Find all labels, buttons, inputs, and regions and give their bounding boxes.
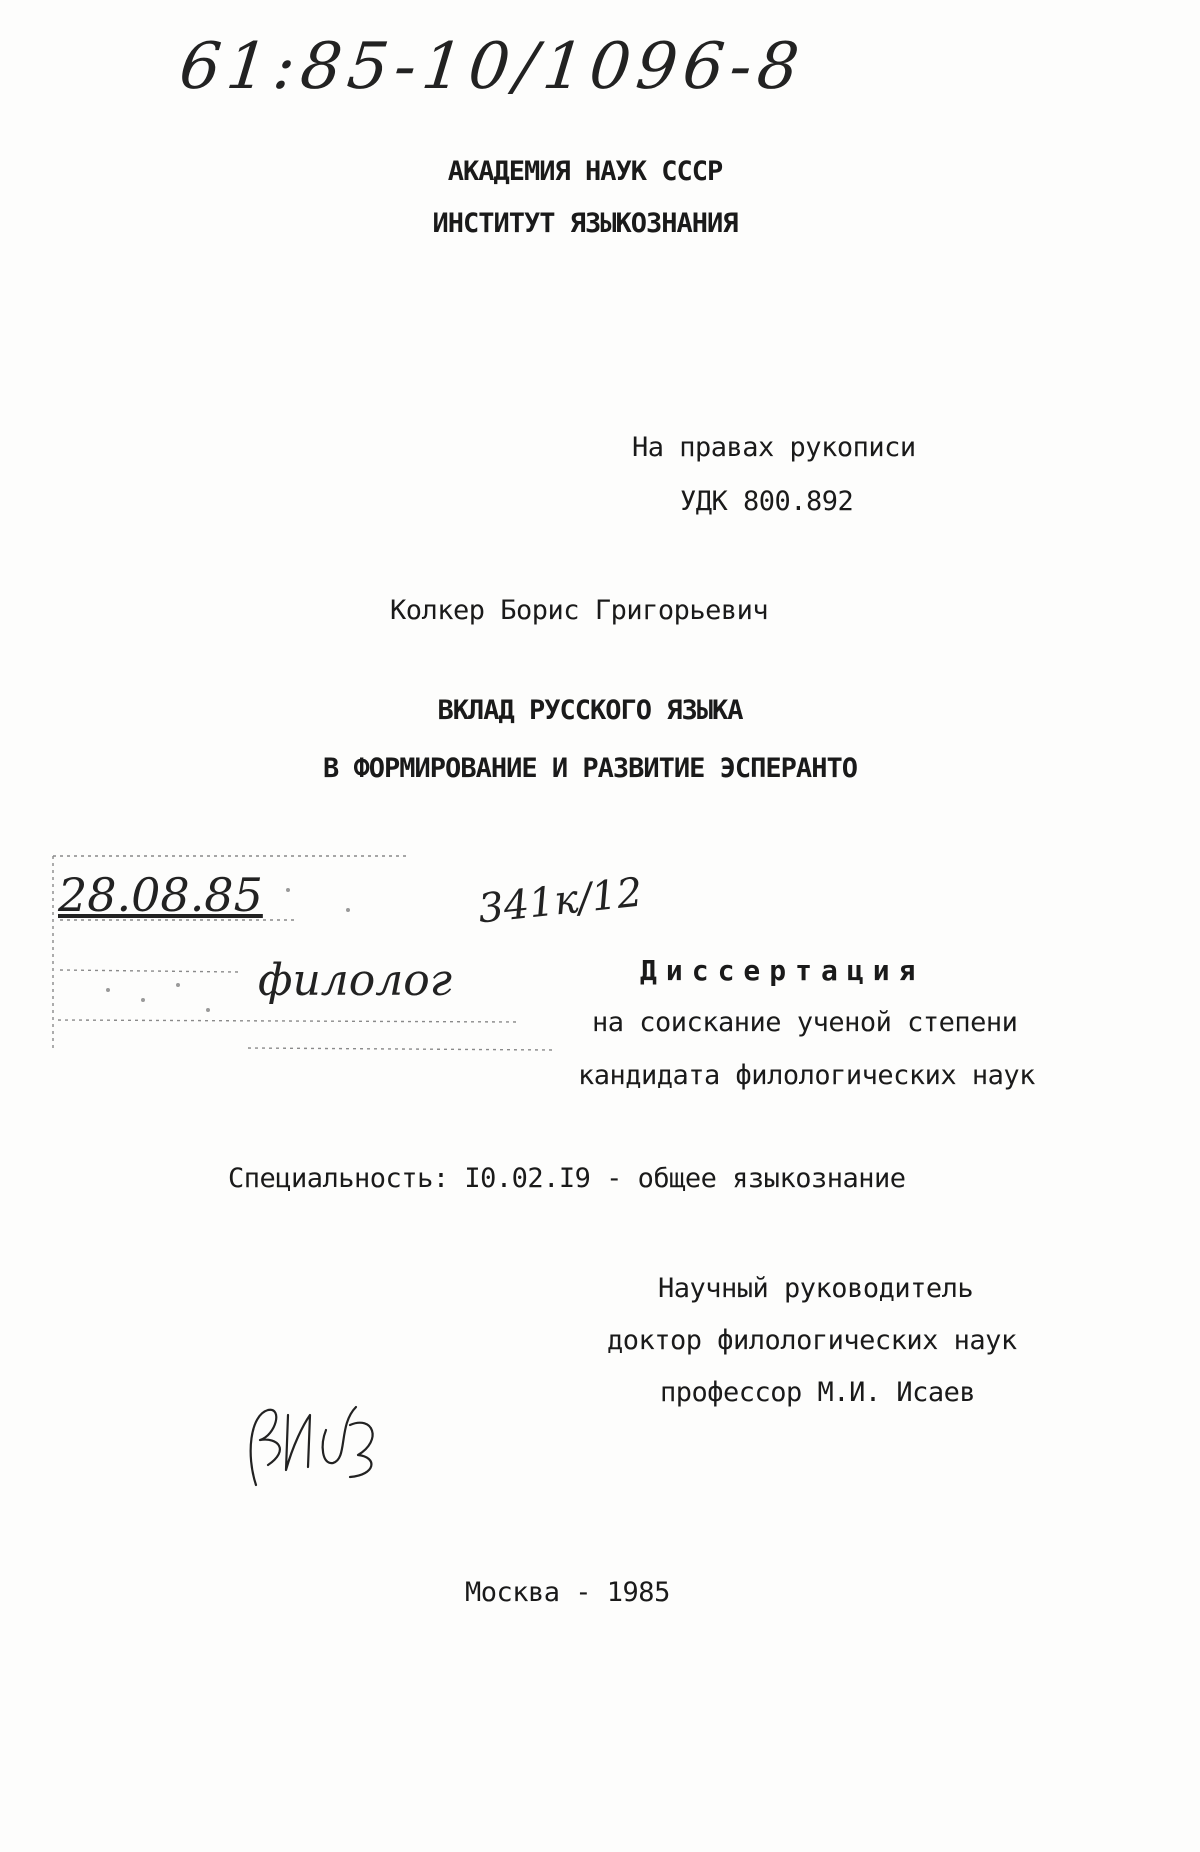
org-academy: АКАДЕМИЯ НАУК СССР xyxy=(447,156,723,187)
degree-line-2: на соискание ученой степени xyxy=(592,1007,1018,1038)
author-name: Колкер Борис Григорьевич xyxy=(390,595,769,626)
supervisor-degree: доктор филологических наук xyxy=(607,1325,1017,1356)
supervisor-title: Научный руководитель xyxy=(658,1273,974,1304)
stamp-reference: 341к/12 xyxy=(476,869,645,933)
dissertation-label: Диссертация xyxy=(640,954,925,987)
specialty: Специальность: I0.02.I9 - общее языкознание xyxy=(228,1163,906,1194)
archive-number: 61:85-10/1096-8 xyxy=(176,30,809,104)
udk-code: УДК 800.892 xyxy=(680,486,854,517)
rights-notice: На правах рукописи xyxy=(632,432,916,463)
degree-line-3: кандидата филологических наук xyxy=(578,1060,1035,1091)
supervisor-name: профессор М.И. Исаев xyxy=(660,1377,976,1408)
stamp-date: 28.08.85 xyxy=(58,868,263,922)
thesis-title-line1: ВКЛАД РУССКОГО ЯЗЫКА xyxy=(437,695,743,726)
org-institute: ИНСТИТУТ ЯЗЫКОЗНАНИЯ xyxy=(432,208,738,239)
stamp-department: филолог xyxy=(258,955,453,1006)
place-and-year: Москва - 1985 xyxy=(465,1577,670,1608)
registration-stamp xyxy=(48,850,558,1075)
handwritten-signature xyxy=(238,1385,388,1495)
signature-drawing xyxy=(238,1385,388,1495)
thesis-title-line2: В ФОРМИРОВАНИЕ И РАЗВИТИЕ ЭСПЕРАНТО xyxy=(323,753,857,784)
